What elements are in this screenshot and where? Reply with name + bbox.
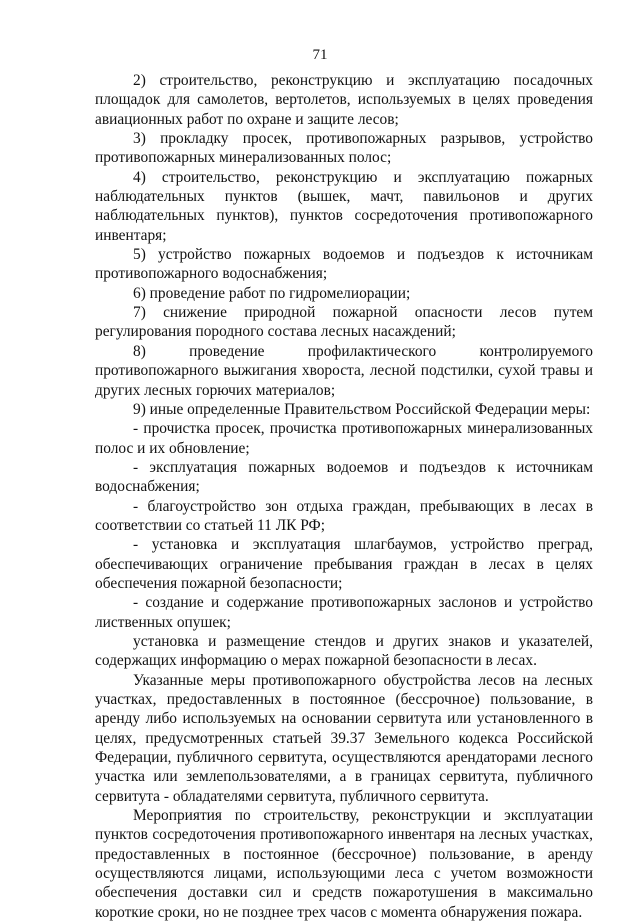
paragraph-bullet: - благоустройство зон отдыха граждан, пребывающих в лесах в соответствии со статьей 11 ЛК РФ; (95, 497, 593, 534)
paragraph-item-3: 3) прокладку просек, противопожарных разрывов, устройство противопожарных минерализованных полос; (95, 130, 593, 167)
document-body (95, 71, 593, 922)
paragraph-bullet: - установка и эксплуатация шлагбаумов, устройство преград, обеспечивающих ограничение пребывания граждан в лесах в целях обеспечения пожарной безопасности; (95, 536, 593, 592)
paragraph-bullet: - эксплуатация пожарных водоемов и подъездов к источникам водоснабжения; (95, 458, 593, 496)
paragraph-stands: установка и размещение стендов и других знаков и указателей, содержащих информацию о мерах пожарной безопасности в лесах. (95, 632, 593, 670)
paragraph-item-5: 5) устройство пожарных водоемов и подъездов к источникам противопожарного водоснабжения; (95, 246, 593, 283)
paragraph-item-9: 9) иные определенные Правительством Российской Федерации меры: (133, 400, 591, 418)
paragraph-item-7: 7) снижение природной пожарной опасности лесов путем регулирования породного состава лесных насаждений; (95, 304, 593, 341)
page-number: 71 (312, 47, 328, 63)
paragraph-inventory-points: Мероприятия по строительству, реконструкции и эксплуатации пунктов сосредоточения противопожарного инвентаря на лесных участках, предоставленных в постоянное (бессрочное) пользование, в аренду осуществляются лицами, использующими леса с учетом возможности обеспечения доставки сил и средств пожаротушения в максимально короткие сроки, но не позднее трех часов с момента обнаружения пожара. (95, 807, 593, 921)
paragraph-item-8: 8) проведение профилактического контролируемого противопожарного выжигания хвороста, лесной подстилки, сухой травы и других лесных горючих материалов; (95, 342, 593, 399)
paragraph-bullet: - создание и содержание противопожарных заслонов и устройство лиственных опушек; (95, 594, 593, 631)
paragraph-bullet: - прочистка просек, прочистка противопожарных минерализованных полос и их обновление; (95, 420, 593, 457)
paragraph-item-2: 2) строительство, реконструкцию и эксплуатацию посадочных площадок для самолетов, вертолетов, используемых в целях проведения авиационных работ по охране и защите лесов; (95, 72, 593, 128)
paragraph-item-4: 4) строительство, реконструкцию и эксплуатацию пожарных наблюдательных пунктов (вышек, мачт, павильонов и других наблюдательных пунктов), пунктов сосредоточения противопожарного инвентаря; (95, 168, 593, 244)
paragraph-measures-lessees: Указанные меры противопожарного обустройства лесов на лесных участках, предоставленных в постоянное (бессрочное) пользование, в аренду либо используемых на основании сервитута или установленного в целях, предусмотренных статьей 39.37 Земельного кодекса Российской Федерации, публичного сервитута, осуществляются арендаторами лесного участка или землепользователями, а в границах сервитута, публичного сервитута - обладателями сервитута, публичного сервитута. (95, 671, 593, 805)
paragraph-item-6: 6) проведение работ по гидромелиорации; (133, 284, 411, 302)
